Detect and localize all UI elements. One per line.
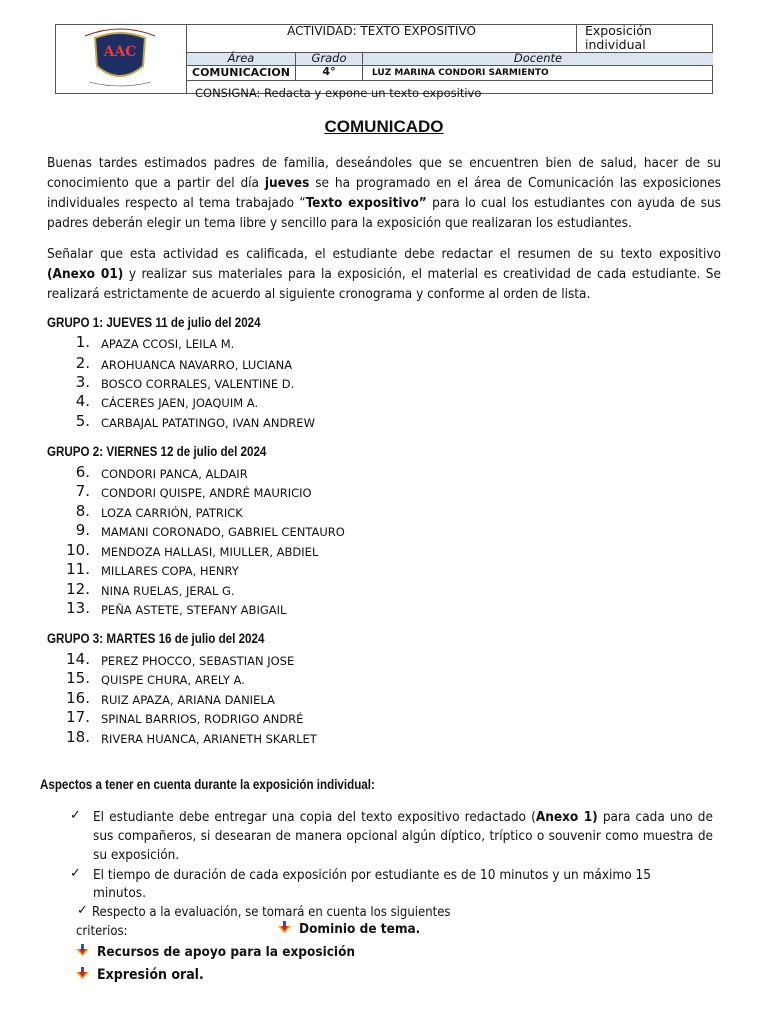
docente-label: Docente bbox=[513, 51, 563, 65]
arrow-bullet-icon bbox=[76, 944, 89, 957]
instructions-bold-annex: (Anexo 01) bbox=[47, 266, 124, 282]
intro-text-2: se ha programado en el área de Comunicación las exposiciones individuales respecto al tema trabajado “ bbox=[47, 175, 721, 211]
arrow-bullet-icon bbox=[278, 921, 291, 934]
instructions-text-1: Señalar que esta actividad es calificada, el estudiante debe redactar el resumen de su texto expositivo bbox=[47, 246, 721, 262]
criterion-2: Recursos de apoyo para la exposición bbox=[76, 944, 355, 960]
consigna-text: CONSIGNA: Redacta y expone un texto expositivo bbox=[195, 86, 482, 100]
activity-title: ACTIVIDAD: TEXTO EXPOSITIVO bbox=[287, 24, 476, 38]
instructions-paragraph bbox=[47, 244, 721, 304]
mode-cell bbox=[577, 24, 713, 53]
page-title: COMUNICADO bbox=[324, 117, 444, 136]
group-2-title: GRUPO 2: VIERNES 12 de julio del 2024 bbox=[47, 444, 267, 459]
aspect-item-3-continued: criterios: bbox=[76, 924, 128, 939]
grado-value: 4° bbox=[322, 65, 336, 78]
aspect-item-1: El estudiante debe entregar una copia del texto expositivo redactado (Anexo 1) para cada uno de sus compañeros, si desearan de manera opcional algún díptico, tríptico o souvenir como muestra de su exposición. bbox=[93, 809, 713, 863]
docente-value: LUZ MARINA CONDORI SARMIENTO bbox=[372, 68, 549, 78]
instructions-text-2: y realizar sus materiales para la exposición, el material es creatividad de cada estudiante. Se realizará estrictamente de acuerdo al siguiente cronograma y conforme al orden de lista. bbox=[47, 266, 721, 302]
logo-cell bbox=[55, 24, 187, 94]
intro-bold-day: jueves bbox=[264, 175, 310, 191]
area-label: Área bbox=[227, 51, 255, 65]
aspect-item-2: El tiempo de duración de cada exposición por estudiante es de 10 minutos y un máximo 15 minutos. bbox=[93, 867, 652, 901]
grado-label: Grado bbox=[311, 51, 347, 65]
school-crest-logo bbox=[55, 24, 185, 92]
aspect-item-3: Respecto a la evaluación, se tomará en cuenta los siguientes bbox=[92, 905, 451, 920]
intro-text-3: para lo cual los estudiantes con ayuda de sus padres deberán elegir un tema libre y sencillo para la exposición que realizaran los estudiantes. bbox=[47, 195, 721, 231]
activity-cell bbox=[187, 24, 577, 53]
group-3-title: GRUPO 3: MARTES 16 de julio del 2024 bbox=[47, 631, 265, 646]
area-value: COMUNICACION bbox=[192, 66, 290, 79]
group-1-title: GRUPO 1: JUEVES 11 de julio del 2024 bbox=[47, 315, 261, 330]
intro-text-1: Buenas tardes estimados padres de familia, deseándoles que se encuentren bien de salud, hacer de su conocimiento que a partir del día bbox=[47, 155, 721, 191]
intro-paragraph bbox=[47, 153, 721, 233]
checkmark-icon: ✓ bbox=[77, 903, 88, 918]
mode-text: Exposición individual bbox=[585, 23, 652, 52]
checkmark-icon: ✓ bbox=[70, 808, 81, 823]
svg-text:AAC: AAC bbox=[103, 44, 137, 60]
criterion-1: Dominio de tema. bbox=[278, 921, 420, 937]
intro-bold-topic: Texto expositivo” bbox=[305, 195, 427, 211]
checkmark-icon: ✓ bbox=[70, 866, 81, 881]
arrow-bullet-icon bbox=[76, 967, 89, 980]
aspects-heading: Aspectos a tener en cuenta durante la exposición individual: bbox=[40, 777, 375, 792]
criterion-3: Expresión oral. bbox=[76, 967, 204, 983]
